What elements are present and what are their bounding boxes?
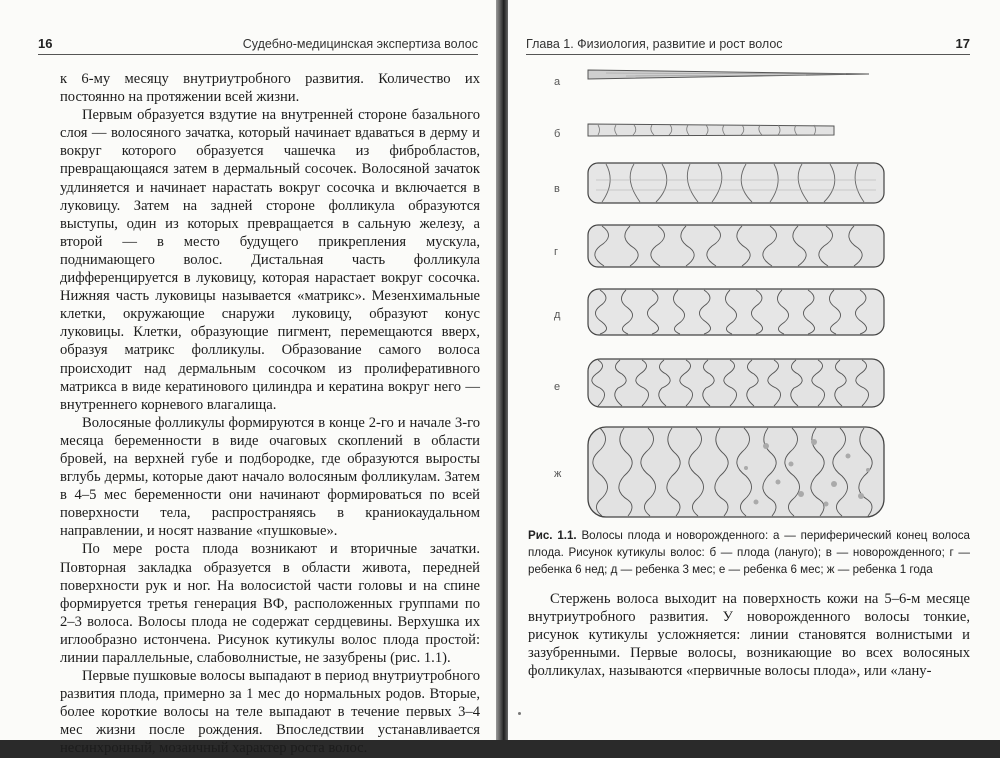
right-page-number: 17 [955, 36, 970, 51]
hair-illustration-a [586, 66, 871, 84]
left-page-number: 16 [38, 36, 53, 51]
figure-label-b: б [554, 128, 561, 140]
paragraph: Первые пушковые волосы выпадают в период внутриутробного развития плода, примерно за 1 мес до нормальных родов. Вторые, более короткие волосы на теле выпадают в течение первых 3–4 мес жизни после рождения. Впоследствии устанавливается несинхронный, мозаичный характер роста волос. [60, 668, 480, 757]
paragraph: Первым образуется вздутие на внутренней стороне базального слоя — волосяного зачатка, который начинает вдаваться в дерму и вокруг которого образуется чашечка из фибробластов, превращающаяся затем в дермальный сосочек. Волосяной зачаток удлиняется и начинает нарастать вокруг сосочка и включается в луковицу. Затем на задней стороне фолликула образуются выступы, один из которых превращается в сальную железу, а второй — в место будущего прикрепления мускула, поднимающего волос. Дистальная часть фолликула дифференцируется в луковицу, которая нарастает вокруг сосочка. Нижняя часть луковицы называется «матрикс». Мезенхимальные клетки, окружающие снаружи луковицу, образуют конус луковицы. Клетки, образующие пигмент, перемещаются вверх, образуя матрикс фолликулы. Образование самого волоса происходит над дермальным сосочком из пролиферативного матрикса в виде кератинового цилиндра и кератина вокруг него — внутреннего корневого влагалища. [60, 107, 480, 413]
figure-caption-label: Рис. 1.1. [528, 529, 577, 542]
figure-label-e: е [554, 381, 561, 393]
left-page [0, 0, 498, 757]
hair-illustration-v [586, 160, 886, 206]
figure-label-d: д [554, 309, 561, 321]
paragraph: Волосяные фолликулы формируются в конце 2-го и начале 3-го месяца беременности в виде очаговых скоплений в области бровей, на верхней губе и подбородке, где образуются выросты вглубь дермы, которые дают начало волосяным фолликулам. Затем в 4–5 мес беременности они начинают формироваться по всей поверхности тела, распространяясь в краниокаудальном направлении, и носят название «пушковые». [60, 414, 480, 540]
paragraph: Стержень волоса выходит на поверхность кожи на 5–6-м месяце внутриутробного развития. У новорожденного волосы тонкие, рисунок кутикулы усложняется: линии становятся волнистыми и зазубренными. Первые волосы, возникающие во всех волосяных фолликулах, называются «первичные волосы плода», или «лану- [528, 591, 970, 680]
paragraph: По мере роста плода возникают и вторичные зачатки. Повторная закладка образуется в области живота, передней поверхности рук и ног. На волосистой части головы и на спине формируется третья генерация ВФ, расположенных группами по 2–3 волоса. Волосы плода не содержат сердцевины. Верхушка их иглообразно истончена. Рисунок кутикулы волос плода простой: линии параллельные, слабоволнистые, не зазубрены (рис. 1.1). [60, 541, 480, 666]
figure-caption [528, 527, 970, 578]
left-body-text [60, 70, 480, 758]
right-page [508, 0, 1000, 740]
hair-illustration-b [586, 121, 836, 139]
left-running-title: Судебно-медицинская экспертиза волос [242, 37, 478, 51]
hair-illustration-d [586, 286, 886, 338]
figure-label-a: а [554, 76, 561, 88]
hair-illustration-zh [586, 424, 886, 520]
hair-illustration-g [586, 222, 886, 270]
paragraph: к 6-му месяцу внутриутробного развития. Количество их постоянно на протяжении всей жизни. [60, 71, 480, 106]
print-speck [518, 712, 521, 715]
figure-label-g: г [554, 246, 559, 258]
figure-label-zh: ж [554, 468, 562, 480]
right-running-head [526, 34, 970, 55]
hair-illustration-e [586, 356, 886, 410]
figure-label-v: в [554, 183, 560, 195]
left-running-head [38, 34, 478, 55]
right-body-text [528, 590, 970, 680]
right-running-title: Глава 1. Физиология, развитие и рост волос [526, 37, 783, 51]
figure-caption-text: Волосы плода и новорожденного: а — периферический конец волоса плода. Рисунок кутикулы волос: б — плода (лануго); в — новорожденного; г — ребенка 6 нед; д — ребенка 3 мес; е — ребенка 6 мес; ж — ребенка 1 года [528, 529, 970, 576]
